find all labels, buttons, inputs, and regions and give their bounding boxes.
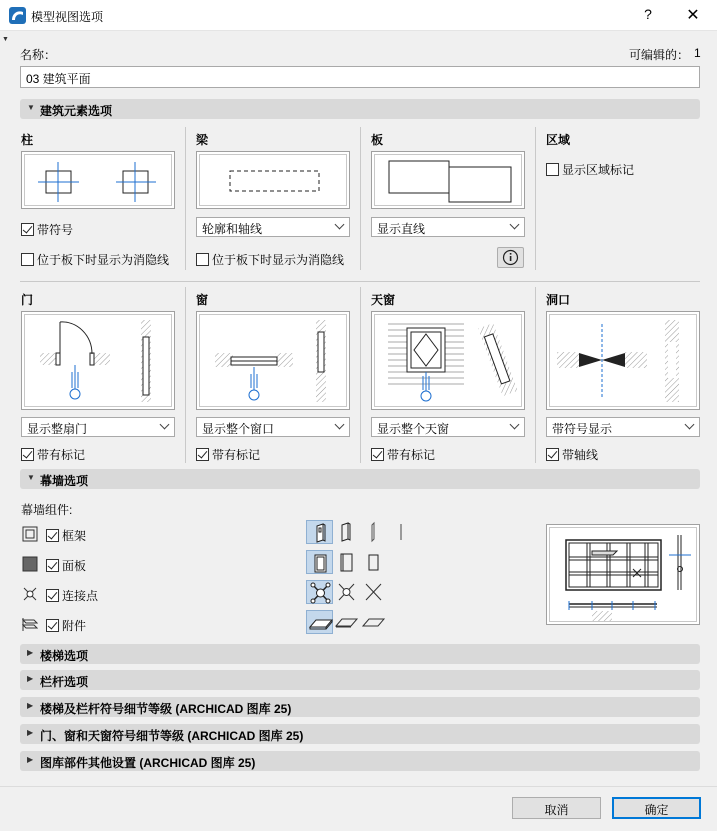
accessory-icon bbox=[22, 616, 38, 632]
accessory-medium-icon bbox=[333, 610, 360, 634]
accessory-simple-icon bbox=[360, 610, 387, 634]
beam-preview bbox=[196, 151, 350, 209]
select-value: 显示直线 bbox=[377, 222, 426, 236]
expand-icon: ▶ bbox=[27, 755, 34, 764]
column-with-symbol-checkbox[interactable] bbox=[21, 221, 73, 235]
panel-checkbox[interactable] bbox=[46, 557, 86, 571]
checkbox-icon bbox=[46, 589, 59, 602]
checkbox-label: 面板 bbox=[62, 559, 87, 573]
checkbox-label: 带符号 bbox=[37, 223, 74, 237]
column-label: 柱 bbox=[21, 133, 34, 147]
panel-detail-simple-button[interactable] bbox=[360, 550, 387, 574]
editable-value: 1 bbox=[694, 46, 701, 60]
checkbox-icon bbox=[196, 253, 209, 266]
checkbox-icon bbox=[46, 619, 59, 632]
section-title: 楼梯及栏杆符号细节等级 (ARCHICAD 图库 25) bbox=[40, 702, 292, 716]
frame-outline-icon bbox=[333, 520, 360, 544]
checkbox-label: 带有标记 bbox=[37, 448, 86, 462]
chevron-down-icon bbox=[510, 420, 520, 430]
section-title: 幕墙选项 bbox=[40, 474, 89, 488]
frame-thin-icon bbox=[360, 520, 387, 544]
select-value: 显示整个天窗 bbox=[377, 422, 450, 436]
collapse-icon: ▼ bbox=[27, 103, 35, 112]
junction-simple-icon bbox=[360, 580, 387, 604]
name-label: 名称： bbox=[20, 48, 57, 62]
junction-medium-icon bbox=[333, 580, 360, 604]
select-value: 带符号显示 bbox=[552, 422, 613, 436]
frame-line-icon bbox=[387, 520, 414, 544]
cancel-button[interactable]: 取消 bbox=[512, 797, 601, 819]
section-title: 门、窗和天窗符号细节等级 (ARCHICAD 图库 25) bbox=[40, 729, 304, 743]
checkbox-label: 位于板下时显示为消隐线 bbox=[212, 253, 345, 267]
panel-3d-icon bbox=[307, 551, 334, 575]
checkbox-icon bbox=[21, 223, 34, 236]
select-value: 显示整扇门 bbox=[27, 422, 88, 436]
panel-outline-icon bbox=[333, 550, 360, 574]
checkbox-label: 带有标记 bbox=[387, 448, 436, 462]
name-input[interactable]: 03 建筑平面 bbox=[20, 66, 700, 88]
checkbox-icon bbox=[21, 253, 34, 266]
chevron-down-icon bbox=[335, 220, 345, 230]
help-button[interactable]: ? bbox=[644, 6, 652, 22]
accessory-detail-full-button[interactable] bbox=[306, 610, 333, 634]
skylight-label: 天窗 bbox=[371, 293, 396, 307]
checkbox-icon bbox=[21, 448, 34, 461]
divider bbox=[535, 127, 536, 270]
section-title: 栏杆选项 bbox=[40, 675, 89, 689]
junction-detail-simple-button[interactable] bbox=[360, 580, 387, 604]
panel-detail-full-button[interactable] bbox=[306, 550, 333, 574]
slab-label: 板 bbox=[371, 133, 384, 147]
divider bbox=[185, 127, 186, 270]
window-label: 窗 bbox=[196, 293, 209, 307]
checkbox-icon bbox=[196, 448, 209, 461]
beam-hidden-checkbox[interactable] bbox=[196, 251, 344, 265]
select-value: 轮廓和轴线 bbox=[202, 222, 263, 236]
accessory-detail-medium-button[interactable] bbox=[333, 610, 360, 634]
skylight-preview bbox=[371, 311, 525, 410]
archicad-app-icon bbox=[9, 7, 26, 24]
opening-axis-checkbox[interactable] bbox=[546, 446, 598, 460]
checkbox-label: 带轴线 bbox=[562, 448, 599, 462]
opening-label: 洞口 bbox=[546, 293, 571, 307]
junction-full-icon bbox=[307, 581, 334, 605]
section-library-other[interactable] bbox=[20, 751, 700, 771]
chevron-down-icon bbox=[335, 420, 345, 430]
column-preview bbox=[21, 151, 175, 209]
panel-icon bbox=[22, 556, 38, 572]
checkbox-label: 位于板下时显示为消隐线 bbox=[37, 253, 170, 267]
expand-icon: ▶ bbox=[27, 701, 34, 710]
zone-show-stamp-checkbox[interactable] bbox=[546, 161, 634, 175]
opening-preview bbox=[546, 311, 700, 410]
divider bbox=[20, 281, 700, 282]
divider bbox=[0, 786, 717, 787]
info-button[interactable] bbox=[497, 247, 524, 268]
frame-detail-full-button[interactable] bbox=[306, 520, 333, 544]
curtain-components-label: 幕墙组件: bbox=[21, 503, 73, 517]
checkbox-icon bbox=[371, 448, 384, 461]
window-title: 模型视图选项 bbox=[31, 10, 104, 24]
section-stairs[interactable] bbox=[20, 644, 700, 664]
collapse-icon: ▼ bbox=[27, 473, 35, 482]
chevron-down-icon bbox=[685, 420, 695, 430]
frame-detail-line-button[interactable] bbox=[387, 520, 414, 544]
checkbox-icon bbox=[46, 529, 59, 542]
column-hidden-checkbox[interactable] bbox=[21, 251, 169, 265]
divider bbox=[535, 287, 536, 463]
section-door-window-detail[interactable] bbox=[20, 724, 700, 744]
checkbox-label: 框架 bbox=[62, 529, 87, 543]
select-value: 显示整个窗口 bbox=[202, 422, 275, 436]
skylight-display-select[interactable] bbox=[371, 417, 525, 437]
section-building-elements[interactable] bbox=[20, 99, 700, 119]
section-title: 建筑元素选项 bbox=[40, 104, 113, 118]
slab-display-select[interactable] bbox=[371, 217, 525, 237]
slab-preview bbox=[371, 151, 525, 209]
skylight-marker-checkbox[interactable] bbox=[371, 446, 435, 460]
junction-detail-medium-button[interactable] bbox=[333, 580, 360, 604]
opening-display-select[interactable] bbox=[546, 417, 700, 437]
title-bar bbox=[0, 0, 717, 31]
section-title: 图库部件其他设置 (ARCHICAD 图库 25) bbox=[40, 756, 256, 770]
checkbox-icon bbox=[46, 559, 59, 572]
section-title: 楼梯选项 bbox=[40, 649, 89, 663]
dropdown-marker-icon: ▼ bbox=[2, 36, 9, 43]
junction-checkbox[interactable] bbox=[46, 587, 98, 601]
frame-checkbox[interactable] bbox=[46, 527, 86, 541]
ok-button[interactable]: 确定 bbox=[612, 797, 701, 819]
frame-detail-medium-button[interactable] bbox=[333, 520, 360, 544]
accessory-detail-simple-button[interactable] bbox=[360, 610, 387, 634]
accessory-full-icon bbox=[307, 611, 334, 635]
frame-detail-simple-button[interactable] bbox=[360, 520, 387, 544]
section-stair-railing-detail[interactable] bbox=[20, 697, 700, 717]
divider bbox=[360, 127, 361, 270]
expand-icon: ▶ bbox=[27, 728, 34, 737]
divider bbox=[185, 287, 186, 463]
editable-label: 可编辑的： bbox=[629, 48, 690, 62]
door-marker-checkbox[interactable] bbox=[21, 446, 85, 460]
divider bbox=[360, 287, 361, 463]
info-icon bbox=[498, 248, 523, 267]
frame-icon bbox=[22, 526, 38, 542]
door-preview bbox=[21, 311, 175, 410]
beam-label: 梁 bbox=[196, 133, 209, 147]
checkbox-label: 连接点 bbox=[62, 589, 99, 603]
panel-detail-medium-button[interactable] bbox=[333, 550, 360, 574]
window-display-select[interactable] bbox=[196, 417, 350, 437]
section-curtain-wall[interactable] bbox=[20, 469, 700, 489]
close-button[interactable]: ✕ bbox=[686, 7, 700, 24]
checkbox-icon bbox=[546, 163, 559, 176]
expand-icon: ▶ bbox=[27, 674, 34, 683]
junction-detail-full-button[interactable] bbox=[306, 580, 333, 604]
door-label: 门 bbox=[21, 293, 34, 307]
zone-label: 区域 bbox=[546, 133, 571, 147]
chevron-down-icon bbox=[160, 420, 170, 430]
checkbox-label: 显示区域标记 bbox=[562, 163, 635, 177]
checkbox-icon bbox=[546, 448, 559, 461]
beam-display-select[interactable] bbox=[196, 217, 350, 237]
accessory-checkbox[interactable] bbox=[46, 617, 86, 631]
expand-icon: ▶ bbox=[27, 648, 34, 657]
chevron-down-icon bbox=[510, 220, 520, 230]
frame-3d-icon bbox=[307, 521, 334, 545]
checkbox-label: 附件 bbox=[62, 619, 87, 633]
panel-simple-icon bbox=[360, 550, 387, 574]
checkbox-label: 带有标记 bbox=[212, 448, 261, 462]
window-marker-checkbox[interactable] bbox=[196, 446, 260, 460]
door-display-select[interactable] bbox=[21, 417, 175, 437]
section-railing[interactable] bbox=[20, 670, 700, 690]
window-preview bbox=[196, 311, 350, 410]
curtain-wall-preview bbox=[546, 524, 700, 625]
junction-icon bbox=[22, 586, 38, 602]
